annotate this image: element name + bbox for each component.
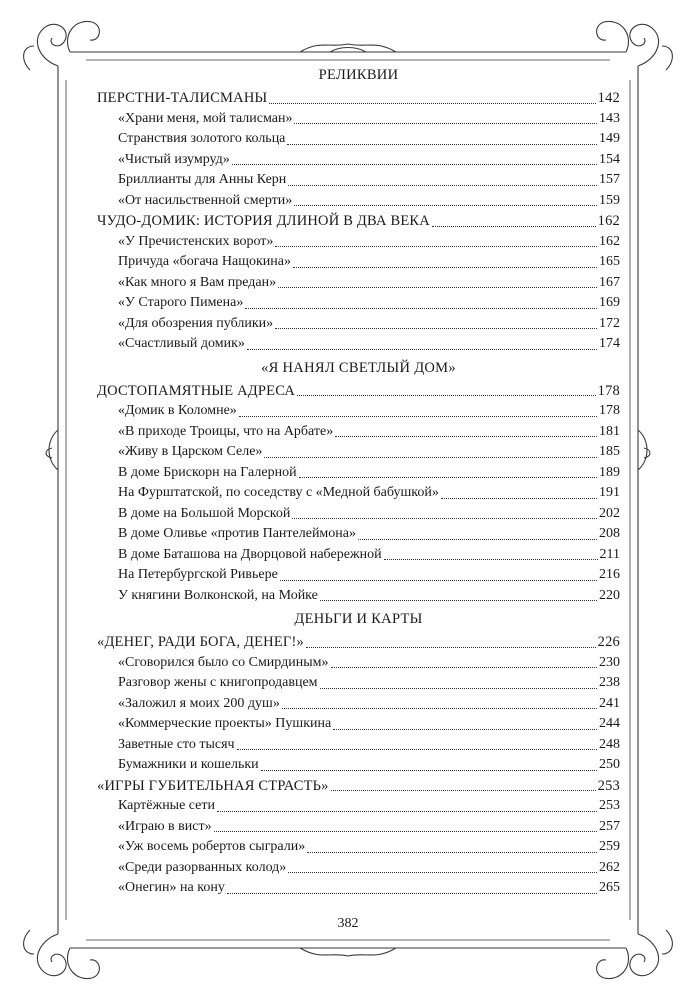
dot-leader <box>299 476 597 478</box>
entry-page: 238 <box>599 675 620 690</box>
toc-entry[interactable] <box>97 334 620 355</box>
entry-page: 185 <box>599 444 620 459</box>
entry-title: В доме Баташова на Дворцовой набережной <box>118 546 382 562</box>
dot-leader <box>297 394 596 396</box>
entry-title: На Петербургской Ривьере <box>118 567 278 582</box>
entry-title: «Коммерческие проекты» Пушкина <box>118 716 332 731</box>
toc-entry[interactable] <box>97 442 620 463</box>
entry-page: 253 <box>599 798 620 813</box>
entry-title: Заветные сто тысяч <box>118 736 235 752</box>
entry-page: 159 <box>599 192 620 208</box>
entry-title: Бриллианты для Анны Керн <box>118 172 287 187</box>
entry-page: 154 <box>599 151 620 167</box>
entry-page: 174 <box>599 336 620 351</box>
toc-chapter-entry[interactable] <box>97 632 620 653</box>
entry-page: 157 <box>599 172 620 187</box>
toc-chapter-entry[interactable] <box>97 381 620 402</box>
entry-title: «Храни меня, мой талисман» <box>118 110 293 126</box>
toc-entry[interactable] <box>97 109 620 130</box>
entry-page: 211 <box>599 546 620 562</box>
entry-page: 181 <box>599 423 620 439</box>
entry-page: 216 <box>599 567 620 582</box>
dot-leader <box>333 728 597 730</box>
toc-entry[interactable] <box>97 191 620 212</box>
section-heading: «Я НАНЯЛ СВЕТЛЫЙ ДОМ» <box>261 359 456 376</box>
dot-leader <box>358 538 597 540</box>
dot-leader <box>288 184 597 186</box>
entry-page: 250 <box>599 757 620 772</box>
dot-leader <box>275 327 597 329</box>
entry-title: Картёжные сети <box>118 798 216 813</box>
entry-title: В доме Брискорн на Галерной <box>118 464 297 480</box>
dot-leader <box>261 769 597 771</box>
dot-leader <box>331 789 596 791</box>
toc-entry[interactable] <box>97 858 620 879</box>
entry-page: 202 <box>599 505 620 521</box>
entry-title: У княгини Волконской, на Мойке <box>118 587 318 603</box>
dot-leader <box>245 307 597 309</box>
dot-leader <box>441 497 597 499</box>
entry-title: «У Пречистенских ворот» <box>118 233 274 249</box>
toc-entry[interactable] <box>97 878 620 899</box>
entry-title: «Онегин» на кону <box>118 880 225 895</box>
dot-leader <box>232 163 597 165</box>
entry-title: ПЕРСТНИ-ТАЛИСМАНЫ <box>97 90 268 106</box>
dot-leader <box>320 687 597 689</box>
dot-leader <box>432 225 596 227</box>
entry-title: Странствия золотого кольца <box>118 131 286 146</box>
entry-title: В доме Оливье «против Пантелеймона» <box>118 526 356 541</box>
toc-entry[interactable] <box>97 545 620 566</box>
toc-entry[interactable] <box>97 483 620 504</box>
dot-leader <box>292 517 597 519</box>
dot-leader <box>307 851 597 853</box>
entry-page: 262 <box>599 859 620 875</box>
entry-title: «ИГРЫ ГУБИТЕЛЬНАЯ СТРАСТЬ» <box>97 777 329 794</box>
entry-title: «У Старого Пимена» <box>118 295 244 310</box>
toc-entry[interactable] <box>97 401 620 422</box>
toc-entry[interactable] <box>97 586 620 607</box>
entry-page: 169 <box>599 295 620 310</box>
toc-entry[interactable] <box>97 273 620 294</box>
toc-entry[interactable] <box>97 796 620 817</box>
entry-title: «Уж восемь робертов сыграли» <box>118 839 306 854</box>
dot-leader <box>331 666 598 668</box>
toc-entry[interactable] <box>97 293 620 314</box>
entry-page: 149 <box>599 131 620 146</box>
page-number: 382 <box>337 916 359 931</box>
toc-entry[interactable] <box>97 653 620 674</box>
dot-leader <box>269 102 595 104</box>
toc-chapter-entry[interactable] <box>97 88 620 109</box>
entry-page: 244 <box>599 716 620 731</box>
dot-leader <box>293 266 597 268</box>
entry-title: Бумажники и кошельки <box>118 757 259 772</box>
entry-page: 265 <box>599 880 620 895</box>
dot-leader <box>278 286 597 288</box>
dot-leader <box>384 558 598 560</box>
entry-title: «Счастливый домик» <box>118 336 245 351</box>
entry-page: 162 <box>599 233 620 249</box>
toc-entry[interactable] <box>97 504 620 525</box>
dot-leader <box>227 892 597 894</box>
dot-leader <box>247 348 597 350</box>
toc-entry[interactable] <box>97 735 620 756</box>
entry-page: 189 <box>599 464 620 480</box>
entry-page: 172 <box>599 315 620 331</box>
entry-title: ЧУДО-ДОМИК: ИСТОРИЯ ДЛИНОЙ В ДВА ВЕКА <box>97 213 430 229</box>
entry-page: 162 <box>597 213 620 229</box>
dot-leader <box>306 646 596 648</box>
entry-title: «От насильственной смерти» <box>118 192 293 208</box>
section-heading: РЕЛИКВИИ <box>318 67 399 83</box>
entry-page: 230 <box>599 654 620 670</box>
dot-leader <box>280 579 597 581</box>
toc-entry[interactable] <box>97 714 620 735</box>
dot-leader <box>294 122 597 124</box>
entry-page: 257 <box>599 818 620 834</box>
entry-title: Причуда «богача Нащокина» <box>118 254 291 269</box>
entry-page: 165 <box>599 254 620 269</box>
dot-leader <box>320 599 597 601</box>
entry-page: 167 <box>599 274 620 290</box>
dot-leader <box>287 143 597 145</box>
entry-page: 248 <box>599 736 620 752</box>
entry-title: Разговор жены с книгопродавцем <box>118 675 318 690</box>
toc-entry[interactable] <box>97 129 620 150</box>
section-heading: ДЕНЬГИ И КАРТЫ <box>294 611 423 627</box>
toc-entry[interactable] <box>97 694 620 715</box>
toc-entry[interactable] <box>97 150 620 171</box>
toc-entry[interactable] <box>97 837 620 858</box>
toc-entry[interactable] <box>97 463 620 484</box>
dot-leader <box>239 415 597 417</box>
dot-leader <box>275 245 597 247</box>
entry-title: «Как много я Вам предан» <box>118 274 277 290</box>
entry-title: «Домик в Коломне» <box>118 403 237 418</box>
entry-title: «Чистый изумруд» <box>118 151 230 167</box>
toc-entry[interactable] <box>97 524 620 545</box>
entry-page: 178 <box>599 403 620 418</box>
toc-entry[interactable] <box>97 232 620 253</box>
entry-page: 226 <box>597 634 620 650</box>
entry-page: 143 <box>599 110 620 126</box>
entry-title: «В приходе Троицы, что на Арбате» <box>118 423 334 439</box>
entry-page: 178 <box>597 382 620 399</box>
toc-entry[interactable] <box>97 673 620 694</box>
entry-page: 208 <box>599 526 620 541</box>
entry-title: «Играю в вист» <box>118 818 212 834</box>
toc-entry[interactable] <box>97 252 620 273</box>
entry-title: «Для обозрения публики» <box>118 315 274 331</box>
entry-page: 220 <box>599 587 620 603</box>
dot-leader <box>214 830 597 832</box>
toc-entry[interactable] <box>97 422 620 443</box>
table-of-contents <box>97 62 620 899</box>
toc-entry[interactable] <box>97 170 620 191</box>
toc-entry[interactable] <box>97 314 620 335</box>
entry-title: «Живу в Царском Селе» <box>118 444 263 459</box>
toc-entry[interactable] <box>97 565 620 586</box>
entry-title: «Заложил я моих 200 душ» <box>118 695 280 711</box>
dot-leader <box>217 810 597 812</box>
entry-page: 259 <box>599 839 620 854</box>
entry-page: 241 <box>599 695 620 711</box>
entry-page: 142 <box>597 90 620 106</box>
entry-title: В доме на Большой Морской <box>118 505 291 521</box>
dot-leader <box>288 871 597 873</box>
toc-chapter-entry[interactable] <box>97 776 620 797</box>
entry-title: «ДЕНЕГ, РАДИ БОГА, ДЕНЕГ!» <box>97 634 304 650</box>
entry-page: 253 <box>597 777 620 794</box>
toc-chapter-entry[interactable] <box>97 211 620 232</box>
toc-entry[interactable] <box>97 755 620 776</box>
dot-leader <box>294 204 597 206</box>
entry-title: ДОСТОПАМЯТНЫЕ АДРЕСА <box>97 382 296 399</box>
entry-title: На Фурштатской, по соседству с «Медной бабушкой» <box>118 485 439 500</box>
dot-leader <box>237 748 597 750</box>
dot-leader <box>335 435 597 437</box>
entry-page: 191 <box>599 485 620 500</box>
dot-leader <box>282 707 597 709</box>
dot-leader <box>264 456 597 458</box>
toc-entry[interactable] <box>97 817 620 838</box>
entry-title: «Сговорился было со Смирдиным» <box>118 654 329 670</box>
entry-title: «Среди разорванных колод» <box>118 859 287 875</box>
